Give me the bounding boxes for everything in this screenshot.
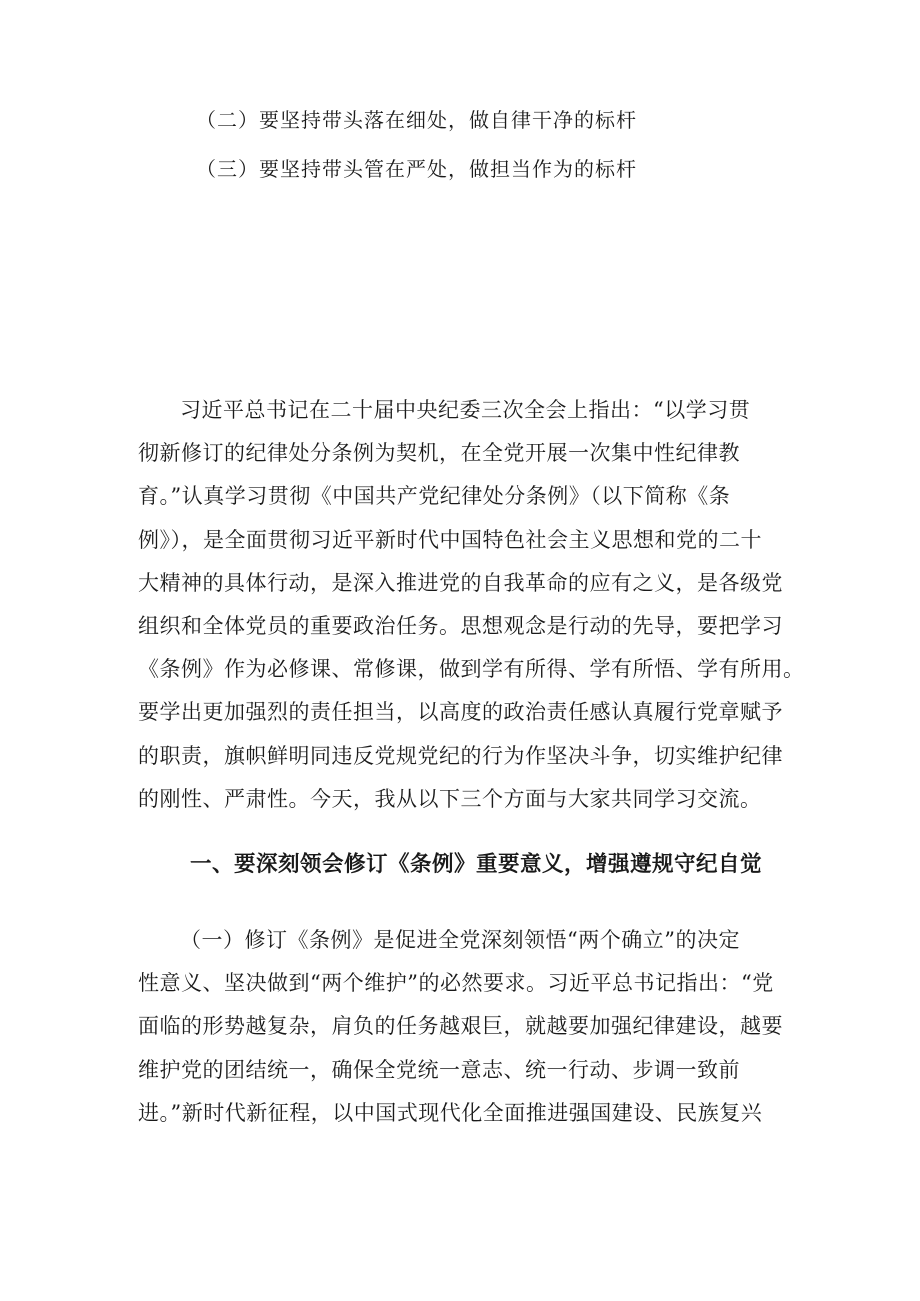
toc-item-3: （三）要坚持带头管在严处，做担当作为的标杆 (196, 157, 637, 181)
paragraph-line: 要学出更加强烈的责任担当，以高度的政治责任感认真履行党章赋予 (138, 700, 783, 725)
paragraph-line: 的职责，旗帜鲜明同违反党规党纪的行为作坚决斗争，切实维护纪律 (138, 743, 783, 768)
paragraph-line: 《条例》作为必修课、常修课，做到学有所得、学有所悟、学有所用。 (138, 657, 805, 682)
paragraph-line: 组织和全体党员的重要政治任务。思想观念是行动的先导，要把学习 (138, 613, 783, 638)
paragraph-line: （一）修订《条例》是促进全党深刻领悟“两个确立”的决定 (180, 928, 740, 952)
section-heading: 一、要深刻领会修订《条例》重要意义，增强遵规守纪自觉 (190, 852, 763, 877)
paragraph-line: 彻新修订的纪律处分条例为契机，在全党开展一次集中性纪律教 (138, 441, 740, 466)
paragraph-line: 习近平总书记在二十届中央纪委三次全会上指出：“以学习贯 (180, 398, 751, 422)
paragraph-line: 性意义、坚决做到“两个维护”的必然要求。习近平总书记指出：“党 (138, 971, 774, 996)
section-paragraph (138, 919, 790, 1135)
paragraph-line: 的刚性、严肃性。今天，我从以下三个方面与大家共同学习交流。 (138, 786, 762, 811)
toc-item-2: （二）要坚持带头落在细处，做自律干净的标杆 (196, 108, 637, 132)
paragraph-line: 例》），是全面贯彻习近平新时代中国特色社会主义思想和党的二十 (138, 527, 762, 552)
paragraph-line: 维护党的团结统一，确保全党统一意志、统一行动、步调一致前 (138, 1057, 740, 1082)
paragraph-line: 进。”新时代新征程，以中国式现代化全面推进强国建设、民族复兴 (138, 1100, 763, 1125)
paragraph-line: 面临的形势越复杂，肩负的任务越艰巨，就越要加强纪律建设，越要 (138, 1014, 783, 1039)
paragraph-line: 育。”认真学习贯彻《中国共产党纪律处分条例》（以下简称《条 (138, 484, 731, 509)
paragraph-line: 大精神的具体行动，是深入推进党的自我革命的应有之义，是各级党 (138, 570, 783, 595)
intro-paragraph (138, 389, 805, 821)
